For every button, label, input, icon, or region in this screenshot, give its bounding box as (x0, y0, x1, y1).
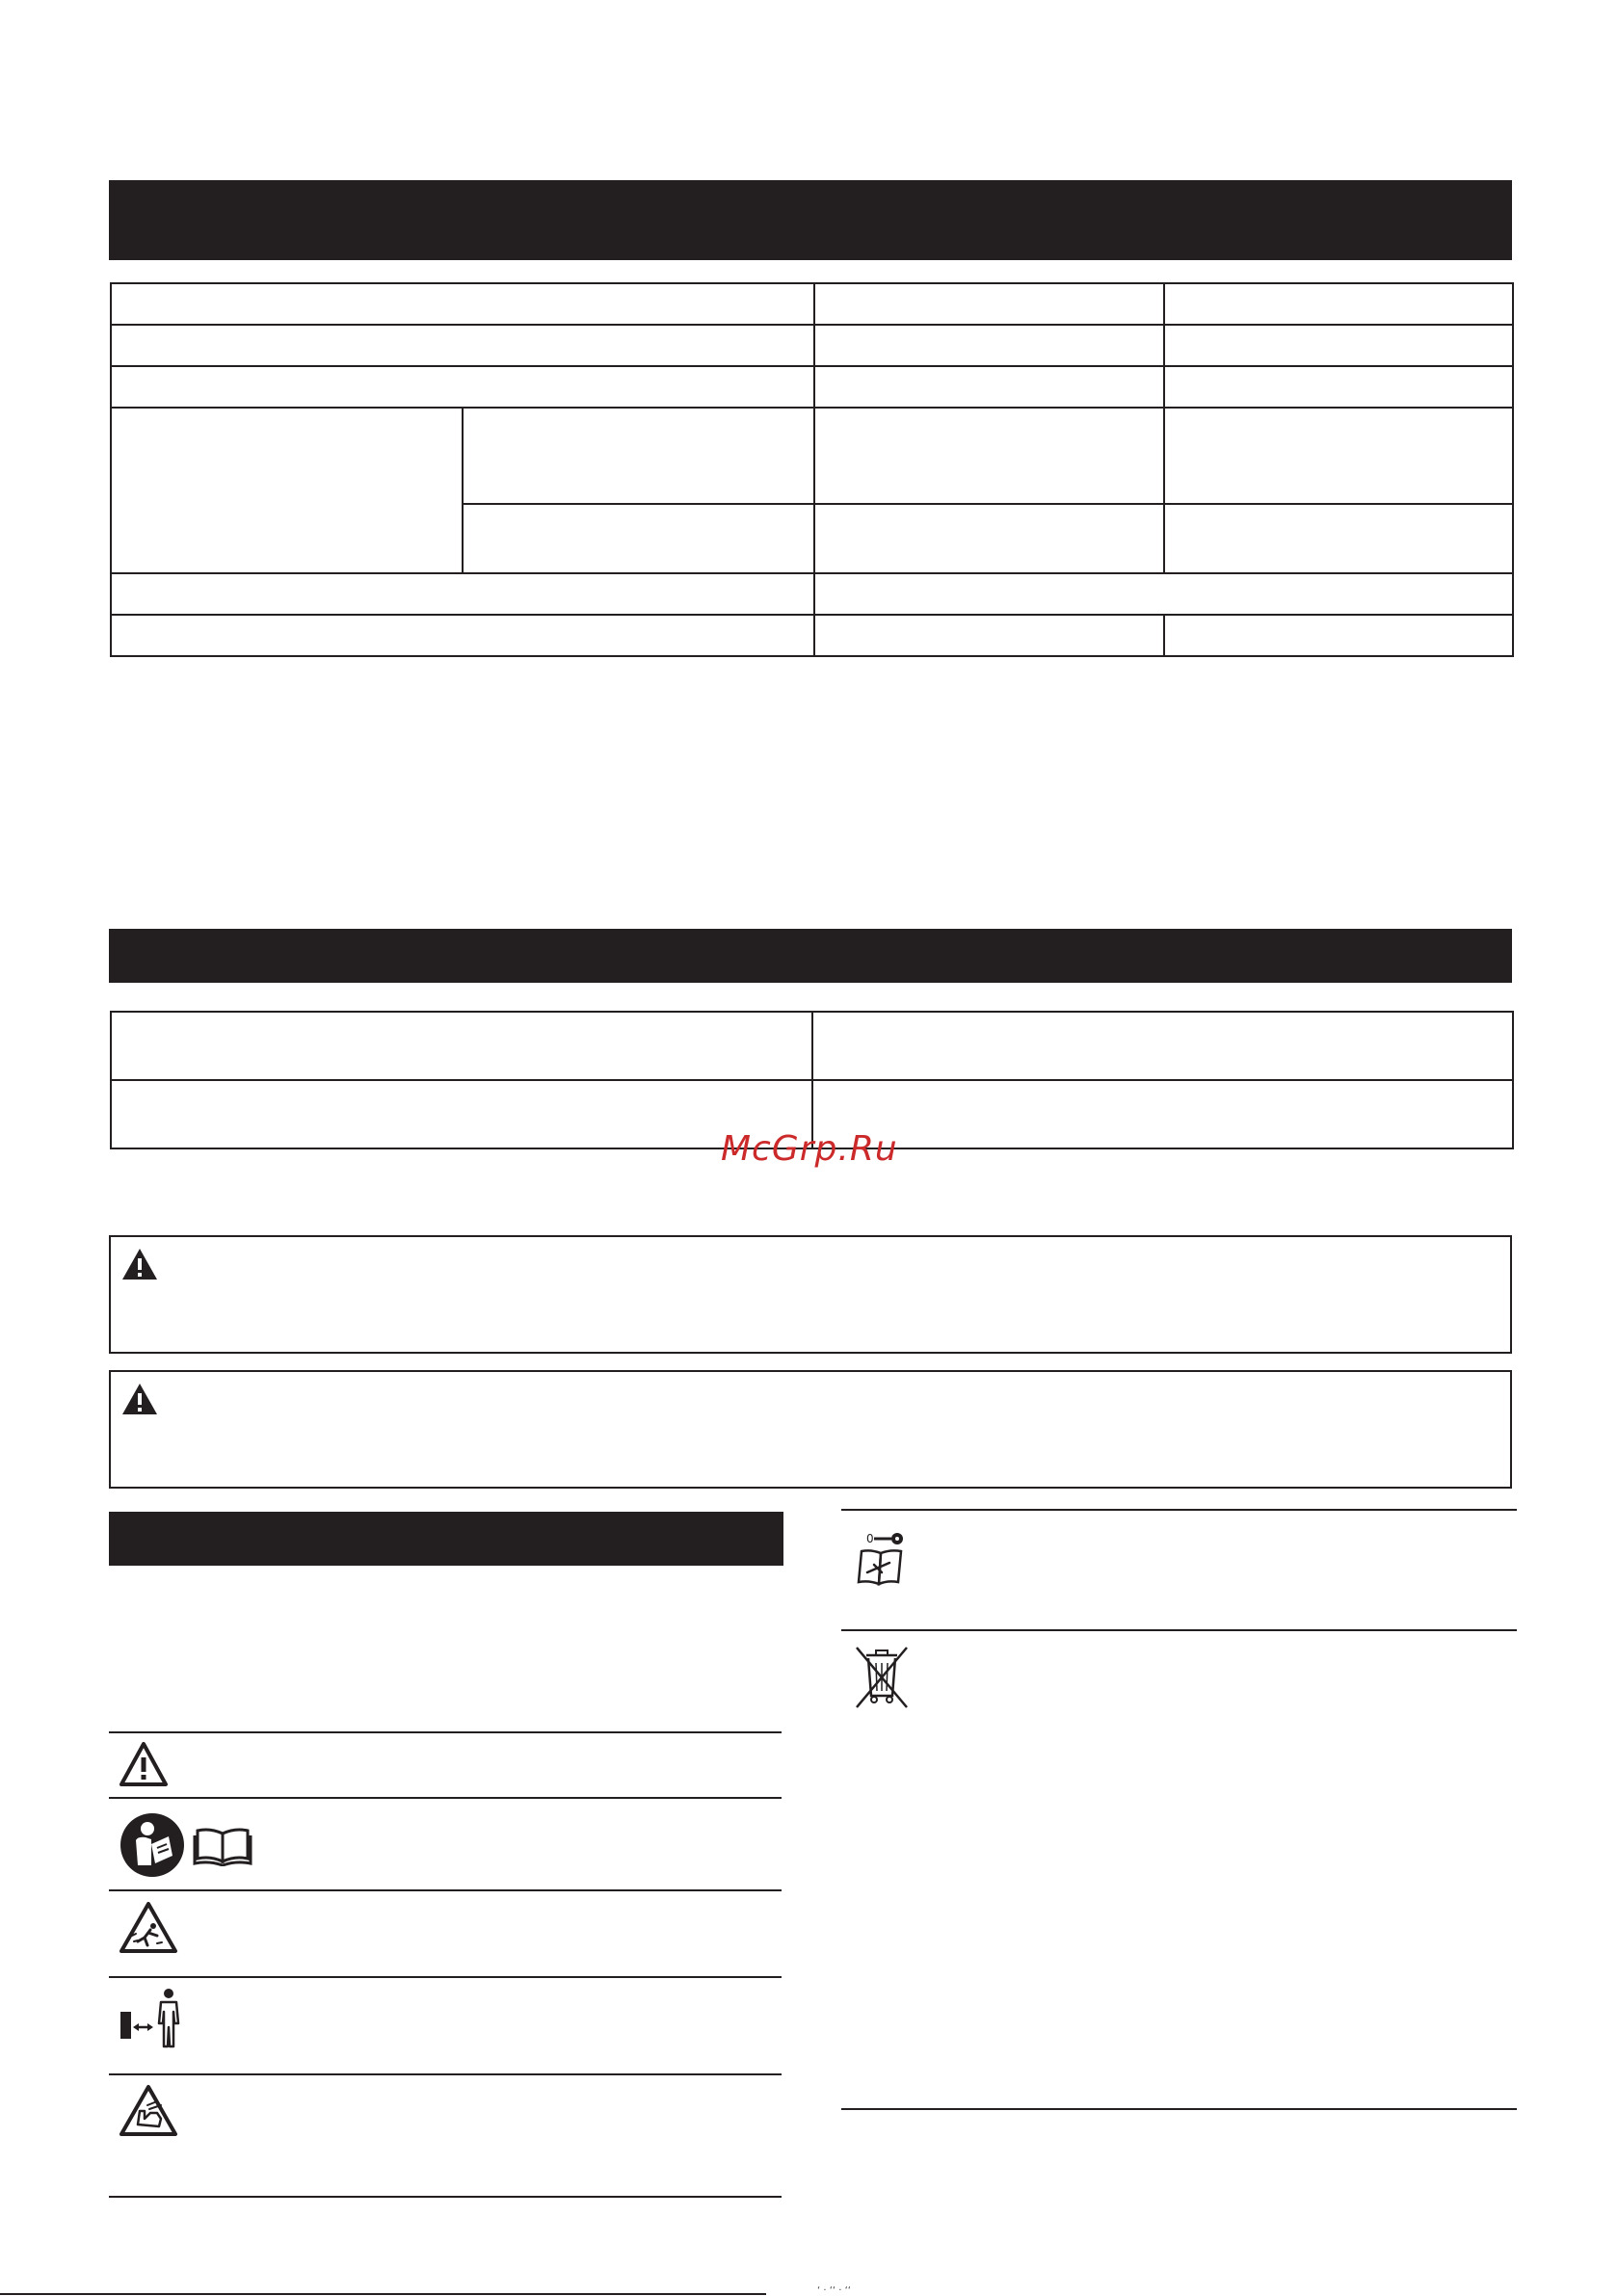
keep-distance-icon (119, 1987, 182, 2048)
table-cell (814, 366, 1164, 408)
table-row (111, 325, 1513, 366)
divider (109, 1797, 782, 1799)
divider (841, 1629, 1517, 1631)
table-cell (1164, 366, 1513, 408)
table-row (111, 1012, 1513, 1080)
table-cell (463, 408, 814, 504)
warning-triangle-icon (120, 1382, 159, 1416)
table-row (111, 408, 1513, 504)
table-cell (814, 408, 1164, 504)
table-cell (812, 1080, 1513, 1148)
table-cell (814, 615, 1164, 656)
table-cell (814, 573, 1513, 615)
divider (109, 1731, 782, 1733)
table-row (111, 283, 1513, 325)
divider (841, 2108, 1517, 2110)
table-cell (111, 615, 814, 656)
crossed-out-wheeled-bin-icon (853, 1646, 911, 1709)
read-manual-icon (119, 1811, 186, 1879)
table-cell (111, 1080, 812, 1148)
table-cell (111, 573, 814, 615)
section-header-band-specifications (109, 180, 1512, 260)
table-cell (1164, 283, 1513, 325)
table-cell (814, 504, 1164, 573)
table-cell (812, 1012, 1513, 1080)
open-book-icon (193, 1826, 252, 1866)
warning-box (109, 1370, 1512, 1489)
table-row (111, 615, 1513, 656)
section-header-band-symbols (109, 1512, 783, 1566)
table-row (111, 366, 1513, 408)
specification-table (110, 282, 1514, 657)
divider (109, 2196, 782, 2198)
table-row (111, 573, 1513, 615)
table-cell (111, 283, 814, 325)
watermark-text: McGrp.Ru (721, 1129, 898, 1169)
table-cell (1164, 325, 1513, 366)
table-cell (111, 1012, 812, 1080)
table-cell (814, 283, 1164, 325)
divider (841, 1509, 1517, 1511)
table-cell (814, 325, 1164, 366)
table-cell (111, 366, 814, 408)
table-cell (1164, 615, 1513, 656)
divider (109, 2073, 782, 2075)
table-cell (111, 325, 814, 366)
divider (109, 1976, 782, 1978)
svg-text:0: 0 (866, 1532, 874, 1545)
key-maintenance-manual-icon (853, 1522, 909, 1588)
table-cell (463, 504, 814, 573)
warning-triangle-icon (120, 1247, 159, 1281)
warning-triangle-icon (119, 1741, 169, 1787)
table-cell (1164, 408, 1513, 504)
table-cell (111, 408, 463, 573)
divider (109, 1889, 782, 1891)
table-cell (1164, 504, 1513, 573)
section-header-band-noise (109, 929, 1512, 983)
hand-hazard-icon (119, 2084, 178, 2138)
footer-marks: ‘ · ‘‘ · ‘‘ (817, 2285, 851, 2296)
ejected-debris-hazard-icon (119, 1901, 178, 1955)
warning-box (109, 1235, 1512, 1354)
